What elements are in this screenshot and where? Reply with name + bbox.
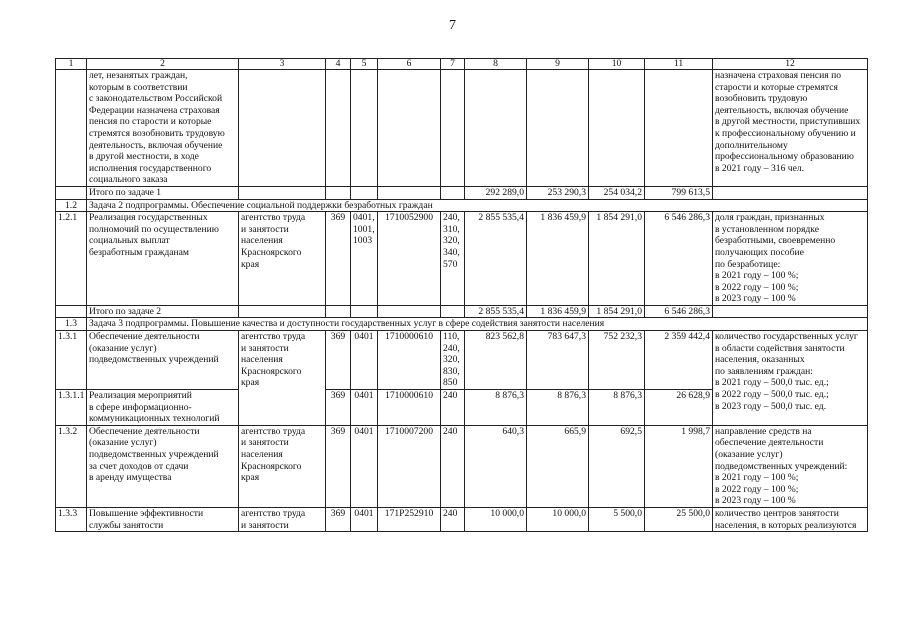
- table-row: [56, 507, 868, 531]
- target-article-code: 171P252910: [378, 507, 441, 531]
- target-article-code: 1710000610: [378, 390, 441, 426]
- amount-2022: 8 876,3: [527, 390, 589, 426]
- table-row: [56, 212, 868, 306]
- measure-description: лет, незанятых граждан, которым в соответствии с законодательством Российской Федерации назначена страховая пенсия по старости и которые стремятся возобновить трудовую деятельность, включая обучение в другой местности, в ходе исполнения государственного социального заказа: [87, 70, 239, 187]
- column-number: 12: [713, 59, 868, 70]
- amount-2023: 1 854 291,0: [589, 212, 645, 306]
- amount-total: 6 546 286,3: [645, 212, 713, 306]
- column-number: 4: [326, 59, 351, 70]
- row-number: 1.3.3: [56, 507, 87, 531]
- table-row-section: [56, 199, 868, 212]
- total-label: Итого по задаче 1: [87, 186, 239, 199]
- column-number: 2: [87, 59, 239, 70]
- section-number: 1.3: [56, 318, 87, 331]
- target-article-code: 1710000610: [378, 331, 441, 390]
- grbs-code: 369: [326, 212, 351, 306]
- column-number: 3: [239, 59, 326, 70]
- row-number: 1.3.2: [56, 425, 87, 507]
- amount-total: 2 359 442,4: [645, 331, 713, 390]
- amount-total: 1 998,7: [645, 425, 713, 507]
- section-title: Задача 3 подпрограммы. Повышение качества и доступности государственных услуг в сфере содействия занятости населения: [87, 318, 868, 331]
- amount-total: 6 546 286,3: [645, 305, 713, 318]
- amount-2022: 1 836 459,9: [527, 305, 589, 318]
- section-code: 0401: [351, 390, 378, 426]
- amount-2022: 253 290,3: [527, 186, 589, 199]
- amount-2021: 292 289,0: [465, 186, 527, 199]
- table-row: [56, 331, 868, 390]
- section-code: 0401: [351, 507, 378, 531]
- amount-2022: 665,9: [527, 425, 589, 507]
- amount-2023: 752 232,3: [589, 331, 645, 390]
- row-number: 1.3.1: [56, 331, 87, 390]
- amount-2022: 783 647,3: [527, 331, 589, 390]
- column-number: 9: [527, 59, 589, 70]
- table-row-total: [56, 305, 868, 318]
- expected-result: количество центров занятости населения, в которых реализуются: [713, 507, 868, 531]
- responsible-agency: агентство труда и занятости: [239, 507, 326, 531]
- table-row-section: [56, 318, 868, 331]
- expense-type-code: 240: [441, 425, 465, 507]
- grbs-code: 369: [326, 507, 351, 531]
- table-row: [56, 425, 868, 507]
- expense-type-code: 240: [441, 507, 465, 531]
- grbs-code: 369: [326, 390, 351, 426]
- expected-result: направление средств на обеспечение деятельности (оказание услуг) подведомственных учреждений: в 2021 году – 100 %; в 2022 году – 100 %; в 2023 году – 100 %: [713, 425, 868, 507]
- amount-2021: 10 000,0: [465, 507, 527, 531]
- responsible-agency: агентство труда и занятости населения Красноярского края: [239, 212, 326, 306]
- amount-2021: 8 876,3: [465, 390, 527, 426]
- column-number-row: [56, 59, 868, 70]
- amount-2022: 10 000,0: [527, 507, 589, 531]
- column-number: 8: [465, 59, 527, 70]
- column-number: 10: [589, 59, 645, 70]
- responsible-agency: агентство труда и занятости населения Красноярского края: [239, 425, 326, 507]
- amount-2023: 254 034,2: [589, 186, 645, 199]
- table-row-total: [56, 186, 868, 199]
- page-number: 7: [449, 18, 456, 33]
- expense-type-code: 240: [441, 390, 465, 426]
- grbs-code: 369: [326, 331, 351, 390]
- amount-2023: 692,5: [589, 425, 645, 507]
- measure-description: Реализация государственных полномочий по осуществлению социальных выплат безработным гражданам: [87, 212, 239, 306]
- expense-type-code: 110, 240, 320, 830, 850: [441, 331, 465, 390]
- expected-result: количество государственных услуг в области содействия занятости населения, оказанных по заявлениям граждан: в 2021 году – 500,0 тыс. ед.; в 2022 году – 500,0 тыс. ед.; в 2023 году – 500,0 тыс. ед.: [713, 331, 868, 426]
- amount-total: 799 613,5: [645, 186, 713, 199]
- column-number: 6: [378, 59, 441, 70]
- row-number: 1.2.1: [56, 212, 87, 306]
- grbs-code: 369: [326, 425, 351, 507]
- column-number: 1: [56, 59, 87, 70]
- amount-2021: 640,3: [465, 425, 527, 507]
- amount-2021: 2 855 535,4: [465, 212, 527, 306]
- total-label: Итого по задаче 2: [87, 305, 239, 318]
- amount-2023: 5 500,0: [589, 507, 645, 531]
- program-table: [55, 58, 868, 532]
- table-row-continued: [56, 70, 868, 187]
- expected-result: назначена страховая пенсия по старости и которые стремятся возобновить трудовую деятельность, включая обучение в другой местности, приступивших к профессиональному обучению и дополнительному профессиональному образованию в 2021 году – 316 чел.: [713, 70, 868, 187]
- column-number: 11: [645, 59, 713, 70]
- amount-2022: 1 836 459,9: [527, 212, 589, 306]
- section-code: 0401, 1001, 1003: [351, 212, 378, 306]
- section-number: 1.2: [56, 199, 87, 212]
- amount-2023: 1 854 291,0: [589, 305, 645, 318]
- amount-2021: 823 562,8: [465, 331, 527, 390]
- responsible-agency: агентство труда и занятости населения Красноярского края: [239, 331, 326, 426]
- column-number: 5: [351, 59, 378, 70]
- column-number: 7: [441, 59, 465, 70]
- section-title: Задача 2 подпрограммы. Обеспечение социальной поддержки безработных граждан: [87, 199, 868, 212]
- section-code: 0401: [351, 331, 378, 390]
- measure-description: Обеспечение деятельности (оказание услуг) подведомственных учреждений: [87, 331, 239, 390]
- measure-description: Повышение эффективности службы занятости: [87, 507, 239, 531]
- measure-description: Реализация мероприятий в сфере информационно- коммуникационных технологий: [87, 390, 239, 426]
- target-article-code: 1710007200: [378, 425, 441, 507]
- section-code: 0401: [351, 425, 378, 507]
- amount-2023: 8 876,3: [589, 390, 645, 426]
- amount-2021: 2 855 535,4: [465, 305, 527, 318]
- expected-result: доля граждан, признанных в установленном порядке безработными, своевременно получающих пособие по безработице: в 2021 году – 100 %; в 2022 году – 100 %; в 2023 году – 100 %: [713, 212, 868, 306]
- amount-total: 26 628,9: [645, 390, 713, 426]
- measure-description: Обеспечение деятельности (оказание услуг) подведомственных учреждений за счет доходов от сдачи в аренду имущества: [87, 425, 239, 507]
- amount-total: 25 500,0: [645, 507, 713, 531]
- target-article-code: 1710052900: [378, 212, 441, 306]
- row-number: 1.3.1.1: [56, 390, 87, 426]
- expense-type-code: 240, 310, 320, 340, 570: [441, 212, 465, 306]
